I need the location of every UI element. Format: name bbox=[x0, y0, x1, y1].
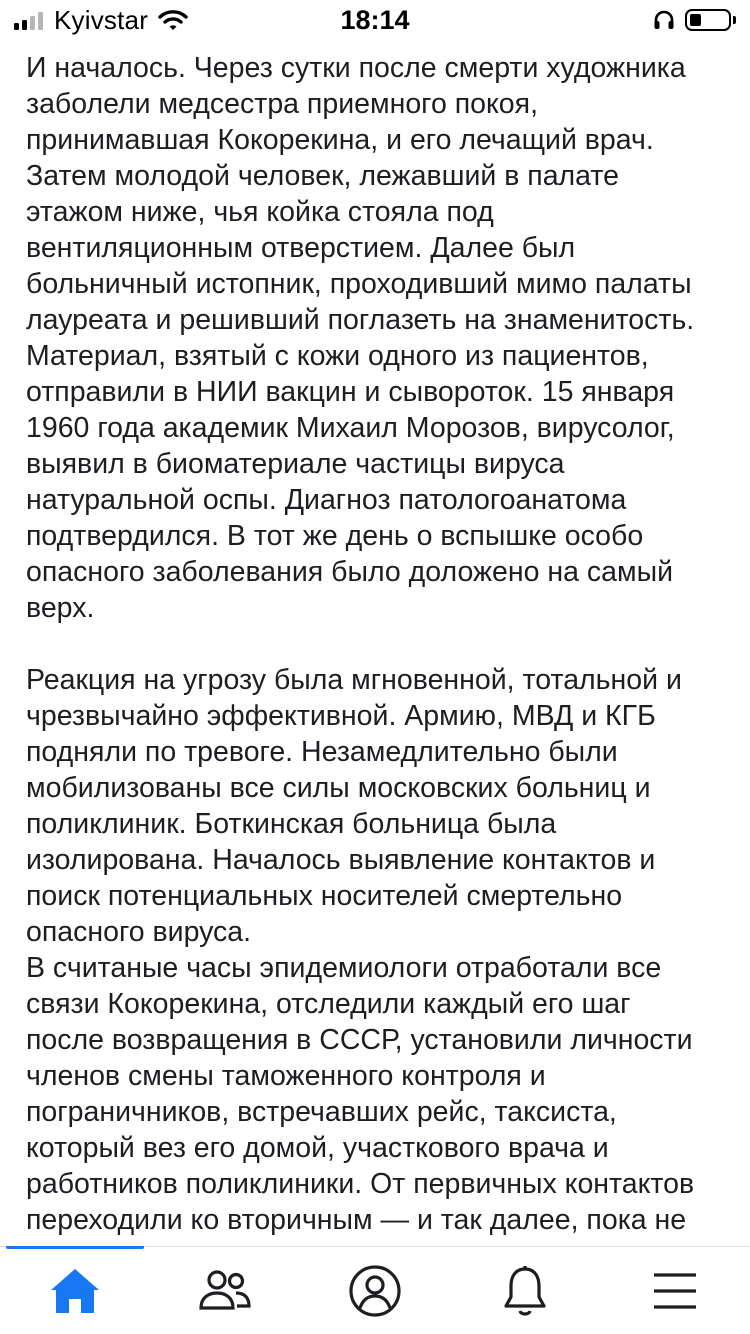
tab-profile[interactable] bbox=[300, 1260, 450, 1322]
battery-level-fill bbox=[690, 14, 701, 26]
article-paragraph-3: В считаные часы эпидемиологи отработали все связи Кокорекина, отследили каждый его шаг после возвращения в СССР, установили личности членов смены таможенного контроля и пограничников, встречавших рейс, таксиста, который вез его домой, участкового врача и работников поликлиники. От первичных контактов переходили ко вторичным — и так далее, пока не bbox=[26, 952, 695, 1236]
article-paragraph-1: И началось. Через сутки после смерти художника заболели медсестра приемного покоя, принимавшая Кокорекина, и его лечащий врач. Затем молодой человек, лежавший в палате этажом ниже, чья койка стояла под вентиляционным отверстием. Далее был больничный истопник, проходивший мимо палаты лауреата и решивший поглазеть на знаменитость. Материал, взятый с кожи одного из пациентов, отправили в НИИ вакцин и сывороток. 15 января 1960 года академик Михаил Морозов, вирусолог, выявил в биоматериале частицы вируса натуральной оспы. Диагноз патологоанатома подтвердился. В тот же день о вспышке особо опасного заболевания было доложено на самый верх. bbox=[26, 52, 695, 624]
bottom-tab-bar bbox=[0, 1246, 750, 1334]
headphones-icon bbox=[653, 9, 675, 31]
battery-icon bbox=[685, 9, 731, 31]
status-bar-time: 18:14 bbox=[340, 5, 410, 35]
tab-menu[interactable] bbox=[600, 1260, 750, 1322]
status-bar-right bbox=[653, 7, 736, 33]
active-tab-indicator bbox=[6, 1246, 144, 1249]
bell-icon bbox=[501, 1264, 549, 1318]
friends-icon bbox=[198, 1268, 252, 1314]
article-body bbox=[26, 50, 736, 1238]
status-bar bbox=[0, 0, 750, 40]
carrier-name: Kyivstar bbox=[54, 4, 149, 35]
tab-notifications[interactable] bbox=[450, 1260, 600, 1322]
battery-cap bbox=[733, 16, 736, 24]
home-icon bbox=[48, 1266, 102, 1316]
tab-home[interactable] bbox=[0, 1260, 150, 1322]
profile-icon bbox=[348, 1264, 402, 1318]
article-paragraph-2: Реакция на угрозу была мгновенной, тотальной и чрезвычайно эффективной. Армию, МВД и КГБ подняли по тревоге. Незамедлительно были мобилизованы все силы московских больниц и поликлиник. Боткинская больница была изолирована. Началось выявление контактов и поиск потенциальных носителей смертельно опасного вируса. bbox=[26, 664, 682, 948]
hamburger-menu-icon bbox=[651, 1270, 699, 1312]
tab-friends[interactable] bbox=[150, 1260, 300, 1322]
